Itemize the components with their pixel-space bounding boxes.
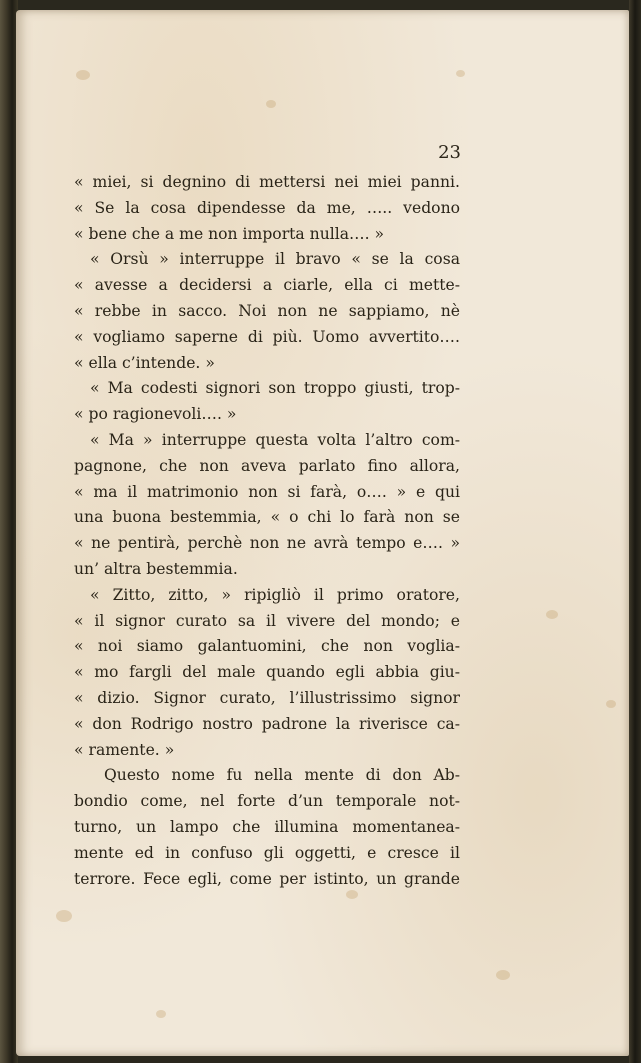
text-line: Questo nome fu nella mente di don Ab- [104,766,460,785]
foxing-stain [456,70,465,77]
text-line: « Se la cosa dipendesse da me, ….. vedono [74,198,460,217]
text-line: « don Rodrigo nostro padrone la riverisce ca- [74,714,460,733]
text-line: « dizio. Signor curato, l’illustrissimo signor [74,688,460,707]
text-line: « ma il matrimonio non si farà, o…. » e qui [74,482,460,501]
text-line: « miei, si degnino di mettersi nei miei panni. [74,173,460,191]
book-fore-edge [629,0,641,1063]
text-line: « vogliamo saperne di più. Uomo avvertito…. [74,327,460,346]
text-line: « avesse a decidersi a ciarle, ella ci mette- [74,276,460,295]
text-line: « Ma codesti signori son troppo giusti, trop- [90,379,460,398]
text-line: « Ma » interruppe questa volta l’altro com- [90,430,460,449]
foxing-stain [266,100,276,108]
text-line: « Zitto, zitto, » ripigliò il primo oratore, [90,585,460,604]
text-line: « po ragionevoli…. » [74,405,237,424]
text-line: « ramente. » [74,740,175,759]
text-line: terrore. Fece egli, come per istinto, un grande [74,869,460,888]
foxing-stain [496,970,510,980]
page-number: 23 [438,142,461,163]
foxing-stain [546,610,558,619]
foxing-stain [156,1010,166,1018]
text-line: « mo fargli del male quando egli abbia giu- [74,663,460,682]
text-line: mente ed in confuso gli oggetti, e cresce il [74,843,460,862]
text-line: « noi siamo galantuomini, che non voglia- [74,637,460,656]
text-line: « ella c’intende. » [74,353,215,372]
text-line: bondio come, nel forte d’un temporale not- [74,792,460,811]
text-line: « rebbe in sacco. Noi non ne sappiamo, nè [74,301,460,320]
text-line: turno, un lampo che illumina momentanea- [74,817,460,836]
text-line: pagnone, che non aveva parlato fino allora, [74,456,460,475]
foxing-stain [56,910,72,922]
text-line: « bene che a me non importa nulla…. » [74,224,385,243]
text-line: « Orsù » interruppe il bravo « se la cosa [90,250,460,269]
text-line: « ne pentirà, perchè non ne avrà tempo e…. » [74,534,460,553]
text-line: « il signor curato sa il vivere del mondo; e [74,611,460,630]
text-line: un’ altra bestemmia. [74,559,238,578]
foxing-stain [76,70,90,80]
body-text [74,170,460,892]
text-line: una buona bestemmia, « o chi lo farà non se [74,508,460,527]
foxing-stain [606,700,616,708]
